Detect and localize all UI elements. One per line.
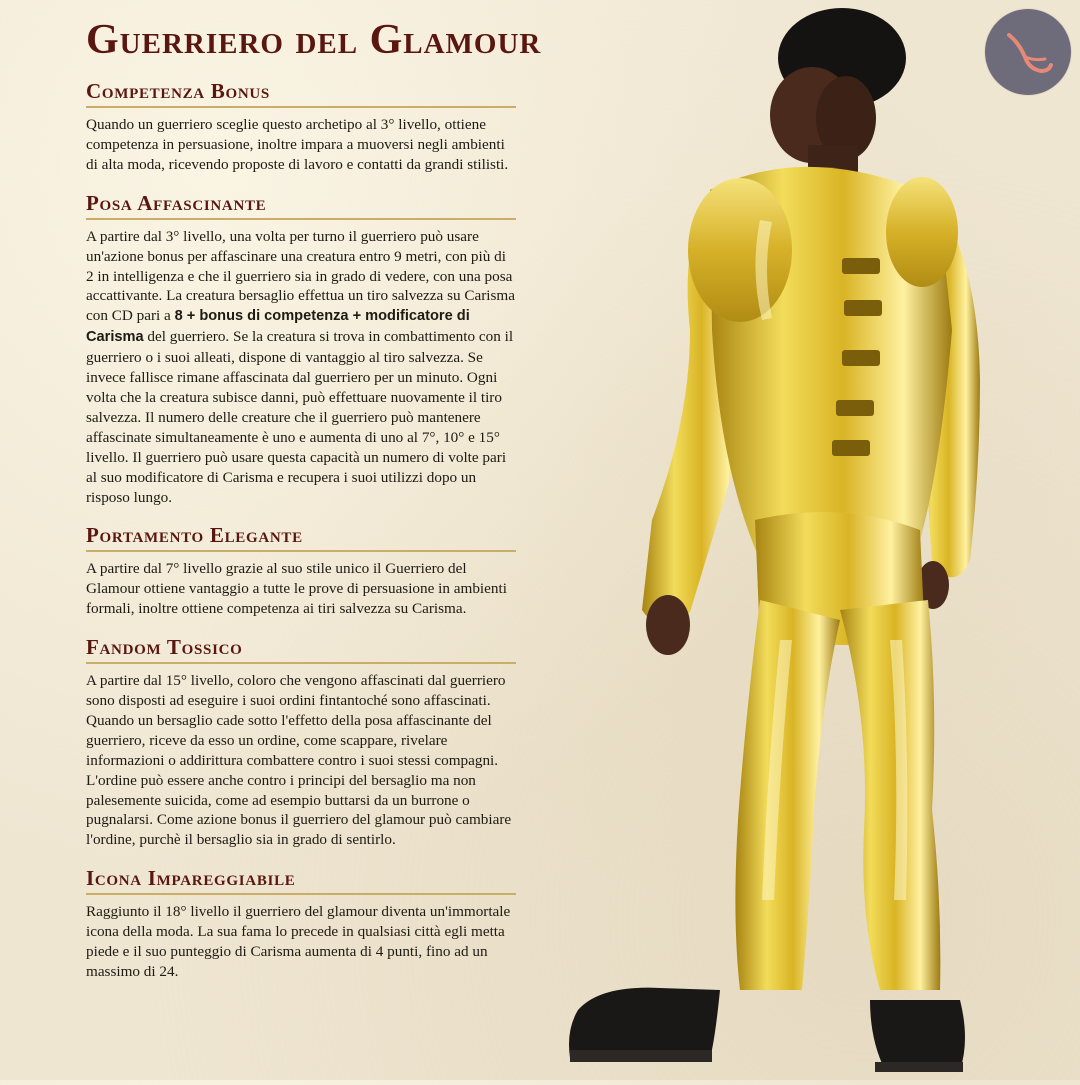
- section-body: [86, 671, 516, 850]
- golden-armor-figure-image: [540, 0, 1010, 1080]
- section-body: [86, 559, 516, 619]
- left-boot: [569, 988, 720, 1058]
- section-text: del guerriero. Se la creatura si trova in combattimento con il guerriero o i suoi alleati, dispone di vantaggio al tiro salvezza. Se invece fallisce rimane affascinata dal guerriero per un minuto. Ogni volta che la creatura subisce danni, può effettuare nuovamente il tiro salvezza. Il numero delle creature che il guerriero può mantenere affascinate simultaneamente è uno e aumenta di uno al 7°, 10° e 15° livello. Il guerriero può usare questa capacità un numero di volte pari al suo modificatore di Carisma e recupera i suoi utilizzi dopo un risposo lungo.: [86, 328, 514, 506]
- section-text: Raggiunto il 18° livello il guerriero del glamour diventa un'immortale icona della moda. La sua fama lo precede in qualsiasi città egli metta piede e il suo punteggio di Carisma aumenta di 4 punti, fino ad un massimo di 24.: [86, 903, 511, 980]
- section-title: Icona Impareggiabile: [86, 865, 516, 895]
- section-text: A partire dal 7° livello grazie al suo stile unico il Guerriero del Glamour ottiene vantaggio a tutte le prove di persuasione in ambienti formali, inoltre ottiene competenza ai tiri salvezza su Carisma.: [86, 560, 507, 618]
- section-body: [86, 902, 516, 982]
- section-text: A partire dal 3° livello, una volta per turno il guerriero può usare un'azione bonus per affascinare una creatura entro 9 metri, con più di 2 in intelligenza e che il guerriero sia in grado di vedere, con una posa accattivante. La creatura bersaglio effettua un tiro salvezza su Carisma con CD pari a: [86, 227, 515, 325]
- hook-claw-logo-icon: [985, 9, 1071, 95]
- page-title: Guerriero del Glamour: [86, 17, 542, 63]
- section-text: Quando un guerriero sceglie questo archetipo al 3° livello, ottiene competenza in persuasione, inoltre impara a muoversi negli ambienti di alta moda, ricevendo proposte di lavoro e contatti da grandi stilisti.: [86, 116, 509, 173]
- logo: [985, 9, 1071, 95]
- right-boot: [870, 1000, 965, 1070]
- section-title: Fandom Tossico: [86, 634, 516, 664]
- left-hand: [646, 595, 690, 655]
- section-icona-impareggiabile: [86, 865, 516, 982]
- right-pauldron: [886, 177, 958, 287]
- section-text: A partire dal 15° livello, coloro che vengono affascinati dal guerriero sono disposti ad eseguire i suoi ordini fintantoché sono affascinati. Quando un bersaglio cade sotto l'effetto della posa affascinante del guerriero, riceve da esso un ordine, come scappare, rivelare informazioni o addirittura combattere contro i suoi stessi compagni. L'ordine può essere anche contro i principi del bersaglio ma non palesemente suicida, come ad esempio buttarsi da un burrone o pugnalarsi. Come azione bonus il guerriero del glamour può cambiare l'ordine, purchè il bersaglio sia in grado di sentirlo.: [86, 672, 512, 849]
- section-title: Posa Affascinante: [86, 190, 516, 220]
- section-fandom-tossico: [86, 634, 516, 850]
- armor-figure-illustration: [540, 0, 1010, 1080]
- section-portamento-elegante: [86, 522, 516, 619]
- section-body: [86, 115, 516, 175]
- dc-formula: 8 + bonus di competenza + modificatore di Carisma: [86, 308, 470, 346]
- section-title: Competenza Bonus: [86, 78, 516, 108]
- article-content: [86, 78, 516, 997]
- section-title: Portamento Elegante: [86, 522, 516, 552]
- right-leg: [840, 600, 940, 990]
- section-competenza-bonus: [86, 78, 516, 175]
- section-posa-affascinante: [86, 190, 516, 508]
- section-body: [86, 227, 516, 508]
- left-pauldron: [688, 178, 792, 322]
